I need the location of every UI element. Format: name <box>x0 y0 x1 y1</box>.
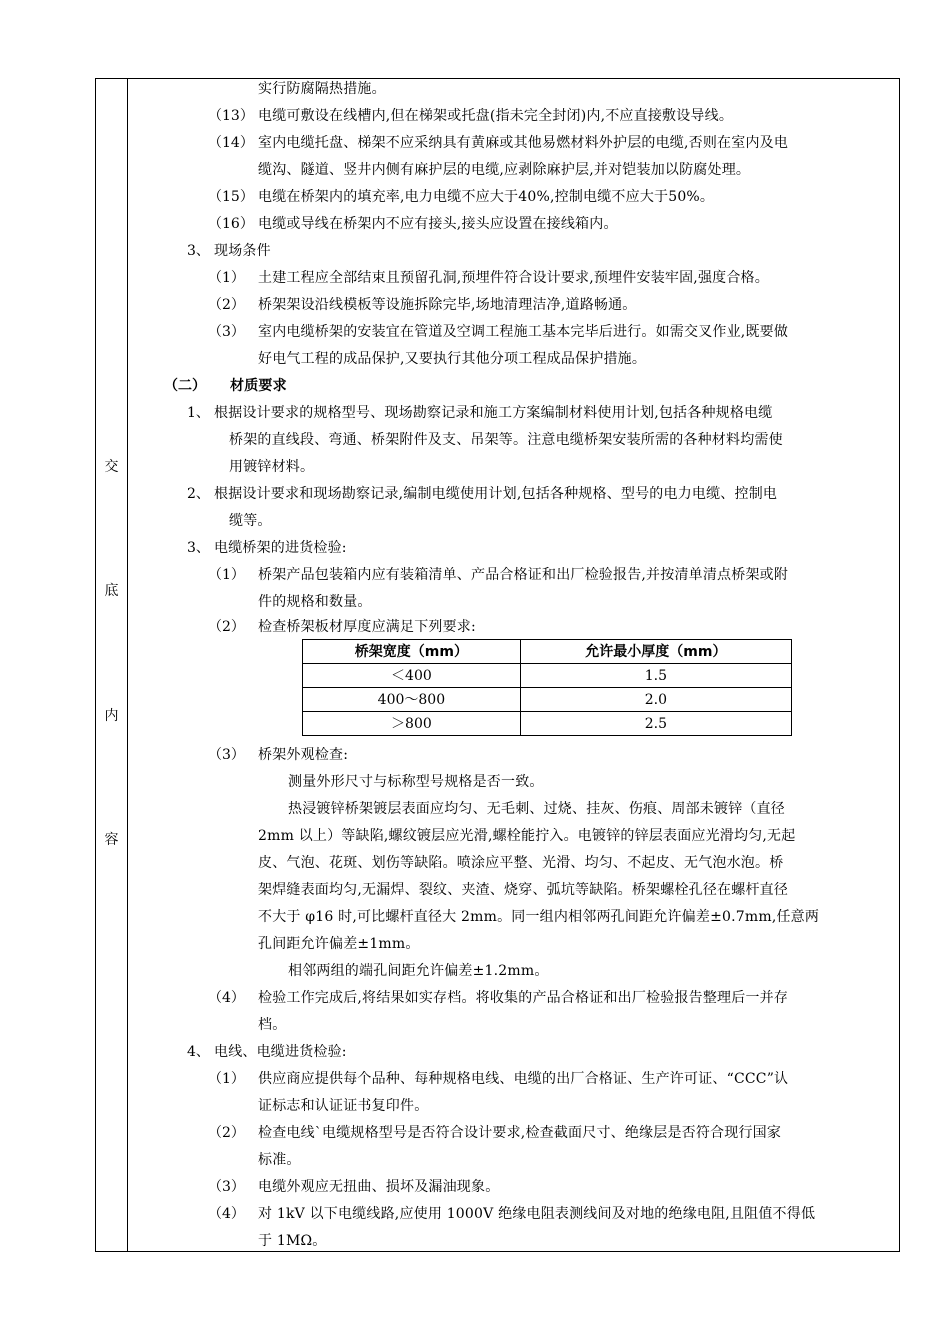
table-cell: 2.5 <box>520 712 791 736</box>
text-line: 桥架的直线段、弯通、桥架附件及支、吊架等。注意电缆桥架安装所需的各种材料均需使 <box>229 432 783 448</box>
section-number: 4、 <box>187 1044 210 1060</box>
text-line: 缆等。 <box>229 513 272 529</box>
item-number: （13） <box>208 108 254 124</box>
text-line: 测量外形尺寸与标称型号规格是否一致。 <box>288 774 544 790</box>
text-line: 2mm 以上）等缺陷,螺纹镀层应光滑,螺栓能拧入。电镀锌的锌层表面应光滑均匀,无起 <box>258 828 796 844</box>
text-line: 桥架架设沿线模板等设施拆除完毕,场地清理洁净,道路畅通。 <box>258 297 637 313</box>
table-row <box>303 664 792 688</box>
section-number: 1、 <box>187 405 210 421</box>
heading-title: 材质要求 <box>230 378 287 394</box>
section-title: 电缆桥架的进货检验: <box>214 540 347 556</box>
section-number: 2、 <box>187 486 210 502</box>
text-line: 证标志和认证证书复印件。 <box>258 1098 429 1114</box>
item-number: （1） <box>208 270 245 286</box>
side-label-char: 容 <box>104 832 119 848</box>
text-line: 电缆可敷设在线槽内,但在梯架或托盘(指未完全封闭)内,不应直接敷设导线。 <box>258 108 734 124</box>
section-number: 3、 <box>187 243 210 259</box>
item-number: （2） <box>208 619 245 635</box>
heading-number: （二） <box>164 378 206 394</box>
side-label-char: 交 <box>104 459 119 475</box>
text-line: 电缆外观应无扭曲、损坏及漏油现象。 <box>258 1179 500 1195</box>
item-number: （1） <box>208 1071 245 1087</box>
text-line: 相邻两组的端孔间距允许偏差±1.2mm。 <box>288 963 549 979</box>
side-label-column <box>96 79 128 1251</box>
item-number: （15） <box>208 189 254 205</box>
section-title: 电线、电缆进货检验: <box>214 1044 347 1060</box>
text-line: 档。 <box>258 1017 287 1033</box>
text-line: 热浸镀锌桥架镀层表面应均匀、无毛刺、过烧、挂灰、伤痕、周部未镀锌（直径 <box>288 801 785 817</box>
item-number: （3） <box>208 747 245 763</box>
table-cell: 400～800 <box>303 688 521 712</box>
side-label-char: 底 <box>104 583 119 599</box>
text-line: 电缆在桥架内的填充率,电力电缆不应大于40%,控制电缆不应大于50%。 <box>258 189 715 205</box>
table-header-cell: 允许最小厚度（mm） <box>520 640 791 664</box>
text-line: 室内电缆托盘、梯架不应采纳具有黄麻或其他易燃材料外护层的电缆,否则在室内及电 <box>258 135 789 151</box>
text-line: 好电气工程的成品保护,又要执行其他分项工程成品保护措施。 <box>258 351 647 367</box>
item-number: （2） <box>208 1125 245 1141</box>
text-line: 孔间距允许偏差±1mm。 <box>258 936 420 952</box>
item-number: （4） <box>208 990 245 1006</box>
text-line: 桥架产品包装箱内应有装箱清单、产品合格证和出厂检验报告,并按清单清点桥架或附 <box>258 567 789 583</box>
text-line: 供应商应提供每个品种、每种规格电线、电缆的出厂合格证、生产许可证、“CCC”认 <box>258 1071 789 1087</box>
thickness-table <box>302 639 792 736</box>
table-row <box>303 712 792 736</box>
table-cell: ＞800 <box>303 712 521 736</box>
text-line: 于 1MΩ。 <box>258 1233 327 1249</box>
side-label-char: 内 <box>104 708 119 724</box>
section-number: 3、 <box>187 540 210 556</box>
item-number: （4） <box>208 1206 245 1222</box>
item-number: （3） <box>208 324 245 340</box>
text-line: 件的规格和数量。 <box>258 594 372 610</box>
table-cell: ＜400 <box>303 664 521 688</box>
item-number: （16） <box>208 216 254 232</box>
text-line: 不大于 φ16 时,可比螺杆直径大 2mm。同一组内相邻两孔间距允许偏差±0.7mm,任意两 <box>258 909 820 925</box>
text-line: 皮、气泡、花斑、划伤等缺陷。喷涂应平整、光滑、均匀、不起皮、无气泡水泡。桥 <box>258 855 784 871</box>
text-line: 检查桥架板材厚度应满足下列要求: <box>258 619 476 635</box>
table-header-cell: 桥架宽度（mm） <box>303 640 521 664</box>
item-number: （2） <box>208 297 245 313</box>
text-line: 缆沟、隧道、竖井内侧有麻护层的电缆,应剥除麻护层,并对铠装加以防腐处理。 <box>258 162 751 178</box>
text-line: 桥架外观检查: <box>258 747 349 763</box>
text-line: 对 1kV 以下电缆线路,应使用 1000V 绝缘电阻表测线间及对地的绝缘电阻,且阻值不得低 <box>258 1206 816 1222</box>
text-line: 检验工作完成后,将结果如实存档。将收集的产品合格证和出厂检验报告整理后一并存 <box>258 990 789 1006</box>
table-cell: 1.5 <box>520 664 791 688</box>
text-line: 电缆或导线在桥架内不应有接头,接头应设置在接线箱内。 <box>258 216 618 232</box>
table-cell: 2.0 <box>520 688 791 712</box>
text-line: 用镀锌材料。 <box>229 459 315 475</box>
text-line: 根据设计要求和现场勘察记录,编制电缆使用计划,包括各种规格、型号的电力电缆、控制电 <box>214 486 778 502</box>
section-title: 现场条件 <box>214 243 271 259</box>
table-row <box>303 688 792 712</box>
text-line: 架焊缝表面均匀,无漏焊、裂纹、夹渣、烧穿、弧坑等缺陷。桥架螺栓孔径在螺杆直径 <box>258 882 789 898</box>
text-line: 实行防腐隔热措施。 <box>258 81 386 97</box>
table-header-row <box>303 640 792 664</box>
content-area <box>128 79 899 1251</box>
item-number: （3） <box>208 1179 245 1195</box>
text-line: 根据设计要求的规格型号、现场勘察记录和施工方案编制材料使用计划,包括各种规格电缆 <box>214 405 773 421</box>
document-frame <box>95 78 900 1252</box>
item-number: （14） <box>208 135 254 151</box>
text-line: 标准。 <box>258 1152 301 1168</box>
text-line: 土建工程应全部结束且预留孔洞,预埋件符合设计要求,预埋件安装牢固,强度合格。 <box>258 270 769 286</box>
text-line: 检查电线`电缆规格型号是否符合设计要求,检查截面尺寸、绝缘层是否符合现行国家 <box>258 1125 782 1141</box>
item-number: （1） <box>208 567 245 583</box>
text-line: 室内电缆桥架的安装宜在管道及空调工程施工基本完毕后进行。如需交叉作业,既要做 <box>258 324 789 340</box>
